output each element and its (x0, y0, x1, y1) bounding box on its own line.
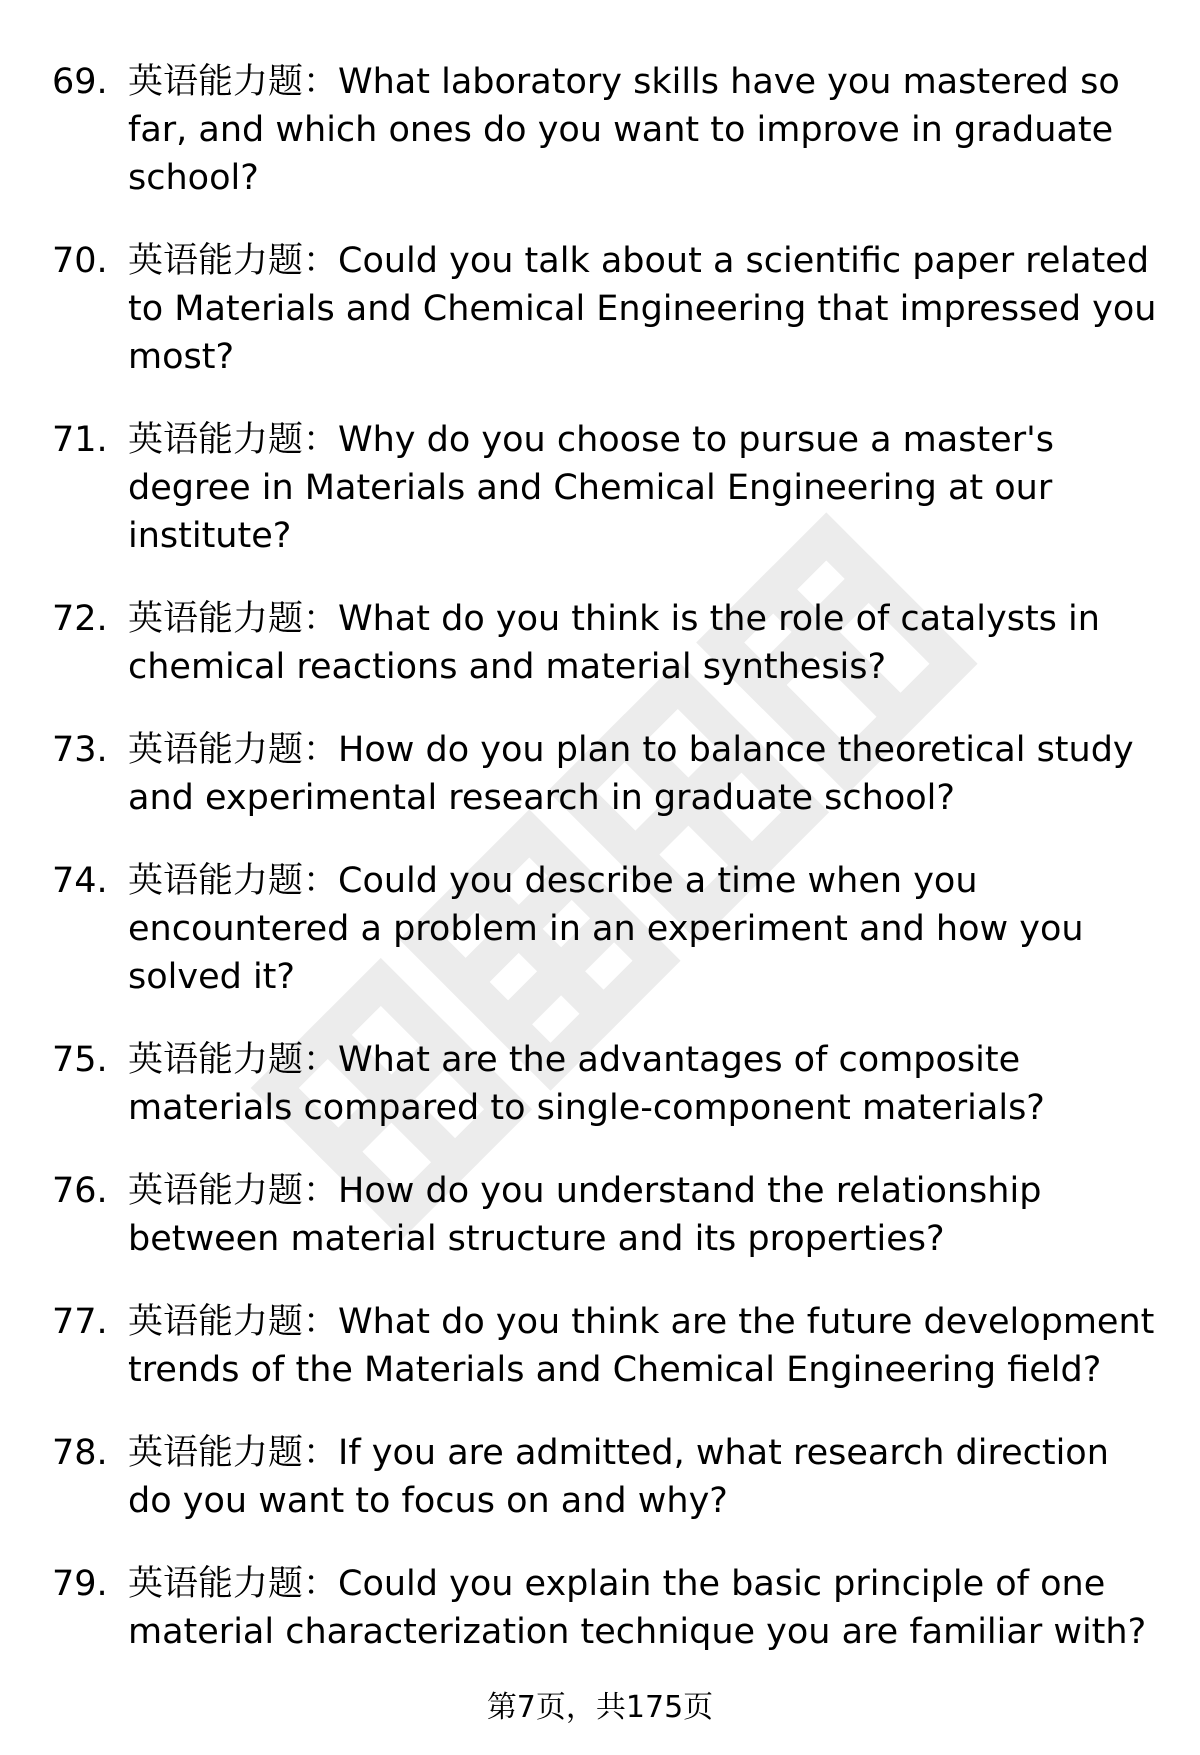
question-category-tag: 英语能力题： (128, 62, 339, 102)
question-item (0, 1560, 1200, 1656)
question-text: Why do you choose to pursue a master's degree in Materials and Chemical Engineering at our institute? (128, 420, 1054, 556)
question-number: 72. (52, 599, 108, 639)
question-category-tag: 英语能力题： (128, 861, 339, 901)
question-text: If you are admitted, what research direction do you want to focus on and why? (128, 1433, 1109, 1521)
question-number: 70. (52, 241, 108, 281)
question-category-tag: 英语能力题： (128, 241, 339, 281)
question-item (0, 1429, 1200, 1525)
question-number: 69. (52, 62, 108, 102)
question-list (0, 58, 1200, 1691)
question-item (0, 58, 1200, 202)
question-item (0, 595, 1200, 691)
question-number: 75. (52, 1040, 108, 1080)
question-number: 71. (52, 420, 108, 460)
question-number: 77. (52, 1302, 108, 1342)
question-number: 73. (52, 730, 108, 770)
question-text: Could you explain the basic principle of one material characterization technique you are familiar with? (128, 1564, 1147, 1652)
question-category-tag: 英语能力题： (128, 1433, 339, 1473)
question-text: What do you think are the future development trends of the Materials and Chemical Engineering field? (128, 1302, 1155, 1390)
question-category-tag: 英语能力题： (128, 599, 339, 639)
question-number: 76. (52, 1171, 108, 1211)
page-footer: 第7页，共175页 (486, 1690, 714, 1725)
question-category-tag: 英语能力题： (128, 1564, 339, 1604)
question-category-tag: 英语能力题： (128, 730, 339, 770)
question-category-tag: 英语能力题： (128, 1171, 339, 1211)
question-text: Could you describe a time when you encountered a problem in an experiment and how you solved it? (128, 861, 1084, 997)
question-number: 74. (52, 861, 108, 901)
question-category-tag: 英语能力题： (128, 1302, 339, 1342)
question-number: 78. (52, 1433, 108, 1473)
question-text: How do you understand the relationship between material structure and its properties? (128, 1171, 1042, 1259)
question-item (0, 857, 1200, 1001)
question-category-tag: 英语能力题： (128, 420, 339, 460)
question-category-tag: 英语能力题： (128, 1040, 339, 1080)
question-item (0, 416, 1200, 560)
question-item (0, 1167, 1200, 1263)
question-item (0, 237, 1200, 381)
question-text: What are the advantages of composite materials compared to single-component materials? (128, 1040, 1045, 1128)
question-text: Could you talk about a scientific paper related to Materials and Chemical Engineering that impressed you most? (128, 241, 1157, 377)
question-item (0, 1298, 1200, 1394)
question-item (0, 726, 1200, 822)
question-item (0, 1036, 1200, 1132)
question-text: What do you think is the role of catalysts in chemical reactions and material synthesis? (128, 599, 1100, 687)
question-text: What laboratory skills have you mastered so far, and which ones do you want to improve in graduate school? (128, 62, 1120, 198)
question-text: How do you plan to balance theoretical study and experimental research in graduate school? (128, 730, 1134, 818)
question-number: 79. (52, 1564, 108, 1604)
